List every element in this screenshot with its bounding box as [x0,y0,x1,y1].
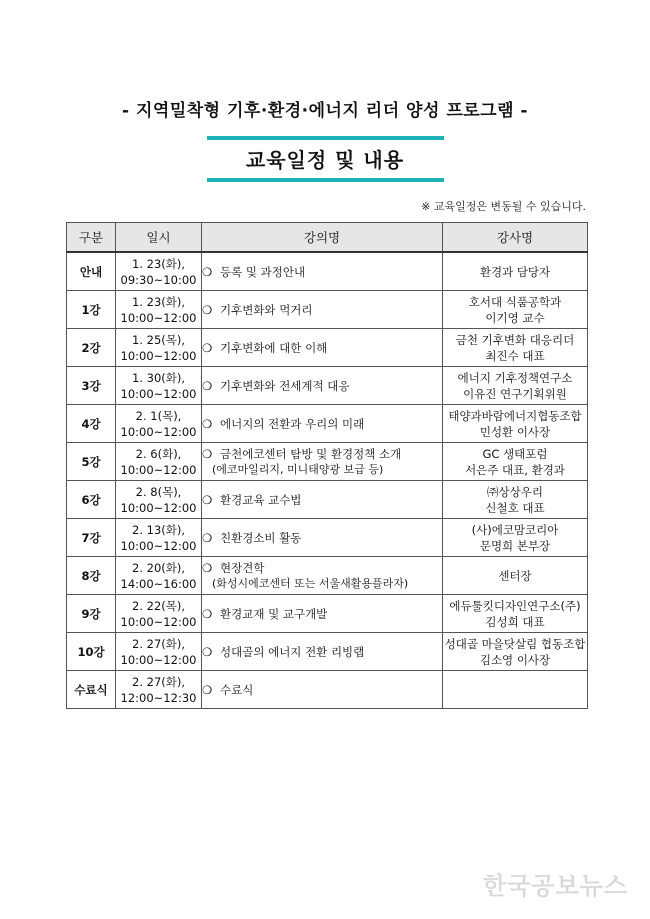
publisher-watermark: 한국공보뉴스 [482,872,628,900]
table-row [67,329,588,367]
bullet-icon: ❍ [202,492,213,507]
session-date: 1. 25(목), [132,332,185,347]
table-row [67,481,588,519]
session-time: 10:00~12:00 [120,538,197,553]
table-row [67,633,588,671]
instructor-affiliation: 에듀툴킷디자인연구소(주) [449,598,581,613]
instructor-cell [443,595,588,633]
session-kind: 5강 [67,443,116,481]
session-time: 10:00~12:00 [120,500,197,515]
session-time: 10:00~12:00 [120,652,197,667]
session-date: 2. 27(화), [132,636,185,651]
instructor-name: 신철호 대표 [485,500,545,515]
bullet-icon: ❍ [202,264,213,279]
instructor-affiliation: 성대골 마을닷살림 협동조합 [444,636,586,651]
lecture-title: 성대골의 에너지 전환 리빙랩 [220,644,365,659]
instructor-name: 김소영 이사장 [479,652,551,667]
session-datetime [116,519,202,557]
session-kind: 7강 [67,519,116,557]
bullet-icon: ❍ [202,530,213,545]
session-kind: 수료식 [67,671,116,709]
session-datetime [116,252,202,291]
column-header-instructor: 강사명 [443,223,588,253]
session-datetime [116,405,202,443]
table-row [67,595,588,633]
lecture-cell [202,671,443,709]
instructor-affiliation: GC 생태포럼 [482,446,548,461]
lecture-title: 수료식 [220,682,254,697]
instructor-cell [443,329,588,367]
bullet-icon: ❍ [202,644,213,659]
session-date: 1. 30(화), [132,370,185,385]
column-header-lecture: 강의명 [202,223,443,253]
bullet-icon: ❍ [202,416,213,431]
session-kind: 10강 [67,633,116,671]
lecture-title: 환경교재 및 교구개발 [220,606,328,621]
session-datetime [116,367,202,405]
instructor-affiliation: ㈜상상우리 [487,484,543,499]
instructor-name: 이기영 교수 [485,310,545,325]
lecture-title: 기후변화와 전세계적 대응 [220,378,350,393]
instructor-cell [443,481,588,519]
session-kind: 4강 [67,405,116,443]
lecture-cell [202,443,443,481]
bullet-icon: ❍ [202,378,213,393]
instructor-name: 이유진 연구기획위원 [463,386,567,401]
schedule-table-body [67,252,588,709]
session-date: 2. 8(목), [135,484,182,499]
instructor-affiliation: (사)에코맘코리아 [471,522,559,537]
lecture-note: (화성시에코센터 또는 서울새활용플라자) [212,576,409,590]
bullet-icon: ❍ [202,560,213,575]
bullet-icon: ❍ [202,302,213,317]
session-date: 2. 6(화), [135,446,182,461]
instructor-name: 최진수 대표 [485,348,545,363]
session-kind: 1강 [67,291,116,329]
session-date: 2. 27(화), [132,674,185,689]
column-header-kind: 구분 [67,223,116,253]
lecture-cell [202,405,443,443]
instructor-cell [443,557,588,595]
bullet-icon: ❍ [202,606,213,621]
instructor-name: 서은주 대표, 환경과 [465,462,565,477]
title-accent-bar-bottom [207,178,444,182]
instructor-cell [443,671,588,709]
session-time: 10:00~12:00 [120,424,197,439]
lecture-cell [202,252,443,291]
session-date: 2. 13(화), [132,522,185,537]
program-title: - 지역밀착형 기후·환경·에너지 리더 양성 프로그램 - [122,101,528,121]
lecture-cell [202,329,443,367]
instructor-affiliation: 호서대 식품공학과 [468,294,562,309]
table-row [67,252,588,291]
lecture-note: (에코마일리지, 미니태양광 보급 등) [212,462,384,476]
table-row [67,367,588,405]
instructor-name: 민성환 이사장 [479,424,551,439]
table-row [67,671,588,709]
session-kind: 6강 [67,481,116,519]
instructor-affiliation: 에너지 기후정책연구소 [457,370,573,385]
lecture-cell [202,519,443,557]
session-date: 2. 22(목), [132,598,185,613]
session-time: 10:00~12:00 [120,386,197,401]
session-datetime [116,481,202,519]
session-date: 1. 23(화), [132,256,185,271]
bullet-icon: ❍ [202,340,213,355]
session-datetime [116,595,202,633]
lecture-cell [202,481,443,519]
lecture-cell [202,291,443,329]
instructor-name: 문명희 본부장 [479,538,551,553]
lecture-title: 현장견학 [220,560,265,575]
session-time: 10:00~12:00 [120,310,197,325]
session-time: 10:00~12:00 [120,614,197,629]
session-datetime [116,633,202,671]
session-datetime [116,671,202,709]
instructor-cell [443,291,588,329]
table-row [67,557,588,595]
table-row [67,443,588,481]
instructor-cell [443,443,588,481]
lecture-title: 기후변화와 먹거리 [220,302,313,317]
table-row [67,519,588,557]
session-datetime [116,329,202,367]
session-time: 10:00~12:00 [120,462,197,477]
session-kind: 2강 [67,329,116,367]
session-datetime [116,443,202,481]
title-accent-bar-top [207,136,444,140]
table-row [67,291,588,329]
session-date: 2. 1(목), [135,408,182,423]
session-time: 14:00~16:00 [120,576,197,591]
bullet-icon: ❍ [202,446,213,461]
session-kind: 3강 [67,367,116,405]
lecture-cell [202,557,443,595]
session-datetime [116,291,202,329]
instructor-affiliation: 센터장 [498,568,532,583]
section-title: 교육일정 및 내용 [245,148,405,172]
lecture-cell [202,595,443,633]
instructor-cell [443,519,588,557]
instructor-name: 김성희 대표 [485,614,545,629]
table-row [67,405,588,443]
schedule-change-notice: ※ 교육일정은 변동될 수 있습니다. [421,200,586,213]
session-date: 1. 23(화), [132,294,185,309]
session-date: 2. 20(화), [132,560,185,575]
column-header-date: 일시 [116,223,202,253]
lecture-title: 금천에코센터 탐방 및 환경정책 소개 [220,446,402,461]
instructor-affiliation: 금천 기후변화 대응리더 [455,332,575,347]
session-datetime [116,557,202,595]
lecture-cell [202,633,443,671]
lecture-title: 에너지의 전환과 우리의 미래 [220,416,365,431]
schedule-table [66,222,588,709]
instructor-cell [443,633,588,671]
lecture-title: 친환경소비 활동 [220,530,302,545]
session-time: 09:30~10:00 [120,272,197,287]
session-kind: 8강 [67,557,116,595]
bullet-icon: ❍ [202,682,213,697]
lecture-title: 기후변화에 대한 이해 [220,340,328,355]
session-time: 10:00~12:00 [120,348,197,363]
instructor-affiliation: 환경과 담당자 [479,264,551,279]
instructor-cell [443,252,588,291]
session-time: 12:00~12:30 [120,690,197,705]
instructor-cell [443,367,588,405]
lecture-cell [202,367,443,405]
session-kind: 안내 [67,252,116,291]
instructor-cell [443,405,588,443]
lecture-title: 환경교육 교수법 [220,492,302,507]
table-header-row [67,223,588,253]
lecture-title: 등록 및 과정안내 [220,264,306,279]
session-kind: 9강 [67,595,116,633]
instructor-affiliation: 태양과바람에너지협동조합 [448,408,582,423]
